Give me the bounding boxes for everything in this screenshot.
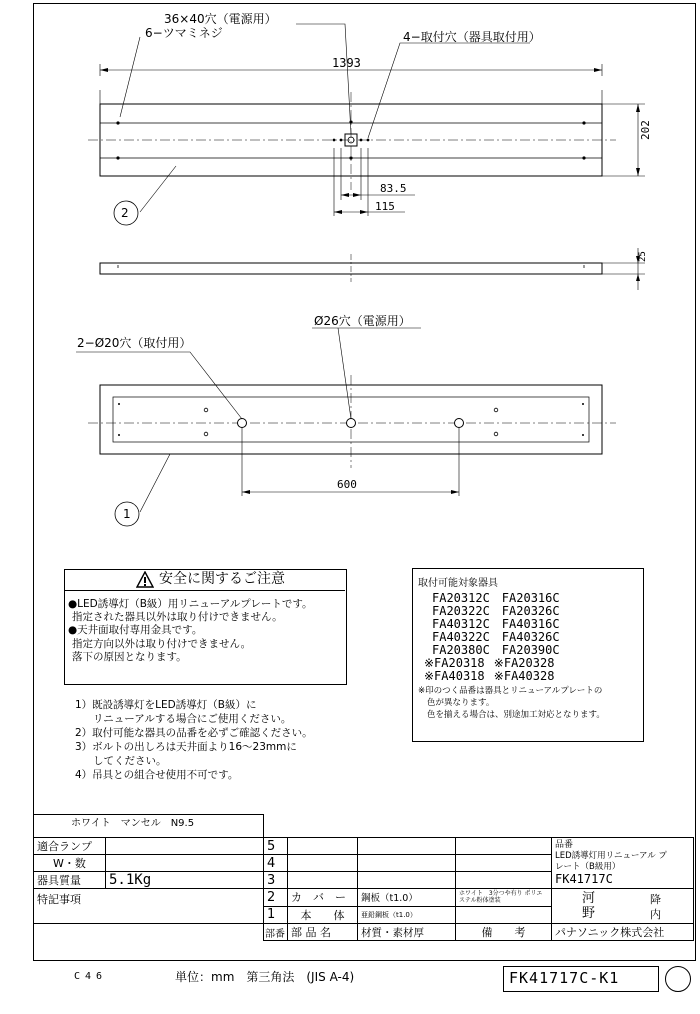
power-hole [347,419,356,428]
model-code: FA40326C [501,630,560,644]
mount-holes-label-bottom: 2−Ø20穴（取付用） [77,336,192,350]
knob-screw-label: 6−ツマミネジ [145,26,223,40]
table-row [34,838,694,855]
model-code: FA40322C [432,630,490,644]
header-no: 部番 [264,924,288,941]
part-cover: カ バ ー [288,889,358,907]
lamp-label: 適合ランプ [34,838,106,855]
knob-screw [582,156,585,159]
dim-length: 1393 [332,56,361,70]
caution-line: 指定方向以外は取り付けできません。 [72,637,252,650]
power-hole-label-bottom: Ø26穴（電源用） [314,314,411,328]
models-title: 取付可能対象器具 [418,578,498,589]
model-code: FA20322C [432,604,490,618]
signer: 野 [582,906,596,921]
revision-circle [665,966,691,992]
side-view-drawing [0,240,700,300]
dim-width: 202 [639,120,652,140]
remarks-label: 特記事項 [34,889,264,924]
dim-600: 600 [337,478,357,491]
note-line: 2）取付可能な器具の品番を必ずご確認ください。 [75,727,313,739]
models-note: ※印のつく品番は器具とリニューアルプレートの [418,686,603,696]
caution-line: 落下の原因となります。 [72,650,187,663]
knob-screw [349,156,352,159]
product-label: 品番 [555,840,574,850]
mass-value: 5.1Kg [106,872,264,889]
product-code: FK41717C [555,872,613,886]
material-cover: 鋼板（t1.0） [358,889,456,907]
caution-line: ●天井面取付専用金具です。 [68,624,203,637]
row-number: 1 [264,906,288,924]
color-spec: ホワイト マンセル N9.5 [71,818,195,829]
dim-115: 115 [375,200,395,213]
mass-label: 器具質量 [34,872,106,889]
table-row [34,889,694,907]
knob-screw [116,156,119,159]
sheet-code: C46 [74,971,108,982]
material-body: 亜鉛鋼板（t1.0） [358,906,456,924]
title-block [33,837,694,941]
models-note: 色が異なります。 [427,698,495,708]
company-name: パナソニック株式会社 [552,924,694,941]
watt-label: W・数 [34,855,106,872]
callout-number: 1 [123,507,131,521]
caution-line: 指定された器具以外は取り付けできません。 [72,611,283,624]
drawing-number: FK41717C-K1 [509,969,620,987]
model-code: ※FA40318 [424,669,485,683]
knob-screw [582,121,585,124]
model-code: FA20316C [501,591,560,605]
note-line: 3）ボルトの出しろは天井面より16〜23mmに [75,741,297,753]
signer: 内 [650,908,661,921]
model-code: FA20312C [432,591,490,605]
model-code: FA20380C [432,643,490,657]
mount-hole [333,139,336,142]
model-code: FA20390C [501,643,560,657]
model-code: FA40312C [432,617,490,631]
mount-hole [367,139,370,142]
header-part: 部 品 名 [288,924,358,941]
table-row [34,924,694,941]
mount-hole [455,419,464,428]
knob-screw [349,120,352,123]
row-number: 5 [264,838,288,855]
model-code: ※FA20328 [493,656,555,670]
note-line: 4）吊具との組合せ使用不可です。 [75,769,239,781]
model-code: FA20326C [501,604,560,618]
knob-screw [116,121,119,124]
note-cover: ホワイト 3分つや有り ポリエステル粉体塗装 [456,889,552,907]
notes-list [75,698,313,782]
caution-line: ●LED誘導灯（B級）用リニューアルプレートです。 [68,598,313,610]
models-content [418,574,605,721]
dim-height: 25 [638,251,648,262]
power-hole-label: 36×40穴（電源用） [164,12,277,26]
model-code: ※FA40328 [493,669,555,683]
model-code: ※FA20318 [424,656,485,670]
callout-number: 2 [121,206,129,220]
product-name: LED誘導灯用リニューアル プレート（B級用） [555,851,667,872]
dim-83-5: 83.5 [380,182,407,195]
header-material: 材質・素材厚 [358,924,456,941]
note-line: 1）既設誘導灯をLED誘導灯（B級）に [75,699,257,711]
models-note: 色を揃える場合は、別途加工対応となります。 [427,710,605,720]
signer: 降 [650,893,661,906]
mount-hole [340,139,343,142]
header-note: 備 考 [456,924,552,941]
mount-holes-label: 4−取付穴（器具取付用） [403,30,541,44]
unit-projection: 単位：mm 第三角法 (JIS A-4) [175,970,355,984]
mount-hole [360,139,363,142]
note-line: してください。 [93,755,167,767]
note-line: リニューアルする場合にご使用ください。 [93,713,292,725]
row-number: 4 [264,855,288,872]
caution-body [68,598,313,664]
part-body: 本 体 [288,906,358,924]
warning-icon [136,571,154,588]
row-number: 2 [264,889,288,907]
mount-hole [238,419,247,428]
signer: 河 [582,891,596,906]
row-number: 3 [264,872,288,889]
model-code: FA40316C [501,617,560,631]
caution-title: 安全に関するご注意 [159,571,285,587]
